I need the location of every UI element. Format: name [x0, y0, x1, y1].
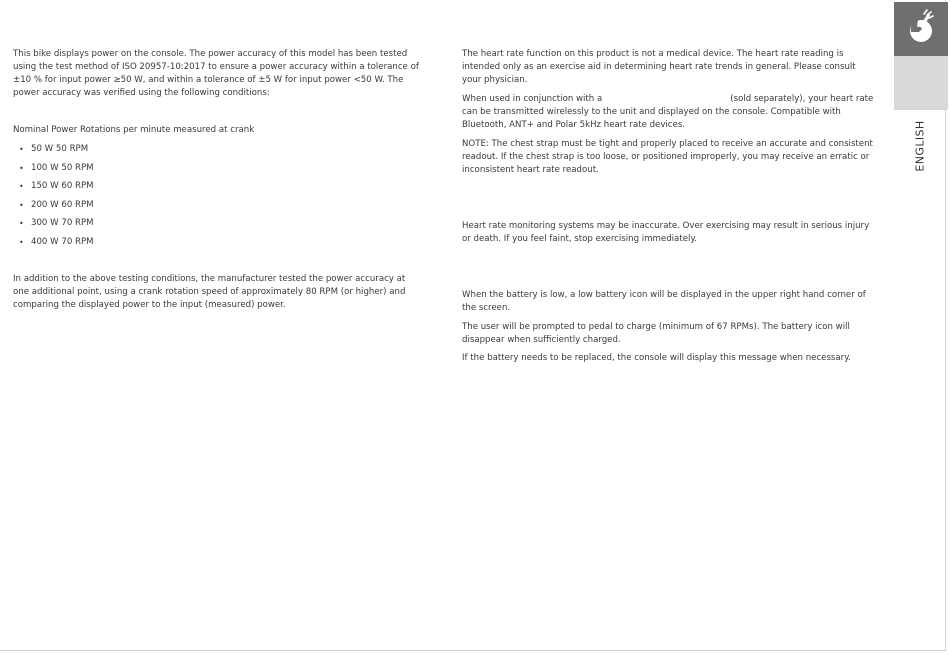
list-item: • 150 W 60 RPM — [19, 180, 94, 199]
list-item: • 300 W 70 RPM — [19, 217, 94, 236]
power-intro-text: This bike displays power on the console. The power accuracy of this model has been tested using the test method of ISO 20957-10:2017 to ensure a power accuracy within a tolerance of ±10 % for input power ≥50 W, and within a tolerance of ±5 W for input power <50 W. The power accuracy was verified using the following conditions: — [13, 49, 419, 98]
hand-pointer-icon — [894, 2, 948, 56]
heart-rate-disclaimer: The heart rate function on this product is not a medical device. The heart rate reading is intended only as an exercise aid in determining heart rate trends in general. Please consult your physician. — [462, 49, 856, 85]
power-conditions-list — [19, 143, 94, 255]
conjunction-rest: (sold separately), your heart rate can be transmitted wirelessly to the unit and displayed on the console. Compatible with Bluetooth, ANT+ and Polar 5kHz heart rate devices. — [462, 94, 874, 130]
language-label: ENGLISH — [913, 120, 927, 172]
heart-rate-warning: Heart rate monitoring systems may be inaccurate. Over exercising may result in serious injury or death. If you feel faint, stop exercising immediately. — [462, 221, 870, 244]
list-item: • 400 W 70 RPM — [19, 236, 94, 255]
list-item: • 100 W 50 RPM — [19, 162, 94, 181]
battery-charge-text: The user will be prompted to pedal to charge (minimum of 67 RPMs). The battery icon will disappear when sufficiently charged. — [462, 322, 850, 345]
battery-replace-text: If the battery needs to be replaced, the console will display this message when necessary. — [462, 353, 851, 363]
power-additional-text: In addition to the above testing conditions, the manufacturer tested the power accuracy at one additional point, using a crank rotation speed of approximately 80 RPM (or higher) and comparing the displayed power to the input (measured) power. — [13, 274, 406, 310]
list-item: • 50 W 50 RPM — [19, 143, 94, 162]
section-tab-inactive — [894, 56, 948, 110]
list-item: • 200 W 60 RPM — [19, 199, 94, 218]
conjunction-start: When used in conjunction with a — [462, 94, 603, 104]
battery-low-text: When the battery is low, a low battery icon will be displayed in the upper right hand corner of the screen. — [462, 290, 866, 313]
power-table-heading: Nominal Power Rotations per minute measured at crank — [13, 125, 255, 135]
chest-strap-note: NOTE: The chest strap must be tight and properly placed to receive an accurate and consistent readout. If the chest strap is too loose, or positioned improperly, you may receive an erratic or inconsistent heart rate readout. — [462, 139, 873, 175]
section-tab — [894, 2, 948, 56]
heart-rate-conjunction-text — [462, 93, 874, 132]
